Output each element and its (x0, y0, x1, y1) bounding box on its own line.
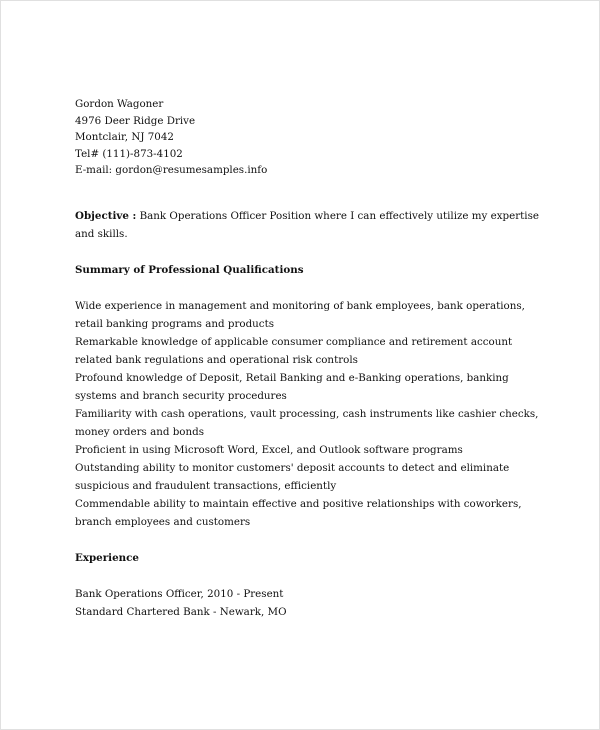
resume-body (75, 207, 545, 621)
contact-block (75, 96, 267, 179)
experience-entry (75, 585, 545, 621)
experience-employer: Standard Chartered Bank - Newark, MO (75, 606, 287, 618)
summary-heading: Summary of Professional Qualifications (75, 264, 304, 276)
contact-tel: Tel# (111)-873-4102 (75, 147, 183, 160)
qualification-item: Profound knowledge of Deposit, Retail Banking and e-Banking operations, banking systems and branch security procedures (75, 372, 509, 402)
qualification-item: Remarkable knowledge of applicable consumer compliance and retirement account related bank regulations and operational risk controls (75, 336, 513, 366)
contact-email: E-mail: gordon@resumesamples.info (75, 164, 268, 176)
experience-heading: Experience (75, 552, 139, 564)
qualification-item: Commendable ability to maintain effective and positive relationships with coworkers, branch employees and customers (75, 498, 522, 528)
objective-label: Objective : (75, 210, 137, 222)
qualification-item: Outstanding ability to monitor customers' deposit accounts to detect and eliminate suspicious and fraudulent transactions, efficiently (75, 462, 510, 492)
objective-paragraph (75, 207, 545, 243)
qualifications-list (75, 297, 545, 531)
objective-text: Bank Operations Officer Position where I can effectively utilize my expertise and skills. (75, 210, 539, 240)
qualification-item: Wide experience in management and monitoring of bank employees, bank operations, retail banking programs and products (75, 300, 525, 330)
qualification-item: Proficient in using Microsoft Word, Excel, and Outlook software programs (75, 444, 463, 456)
contact-name: Gordon Wagoner (75, 98, 164, 110)
contact-street: 4976 Deer Ridge Drive (75, 114, 196, 127)
experience-position: Bank Operations Officer, 2010 - Present (75, 588, 284, 600)
qualification-item: Familiarity with cash operations, vault processing, cash instruments like cashier checks, money orders and bonds (75, 408, 539, 438)
contact-city: Montclair, NJ 7042 (75, 131, 174, 143)
